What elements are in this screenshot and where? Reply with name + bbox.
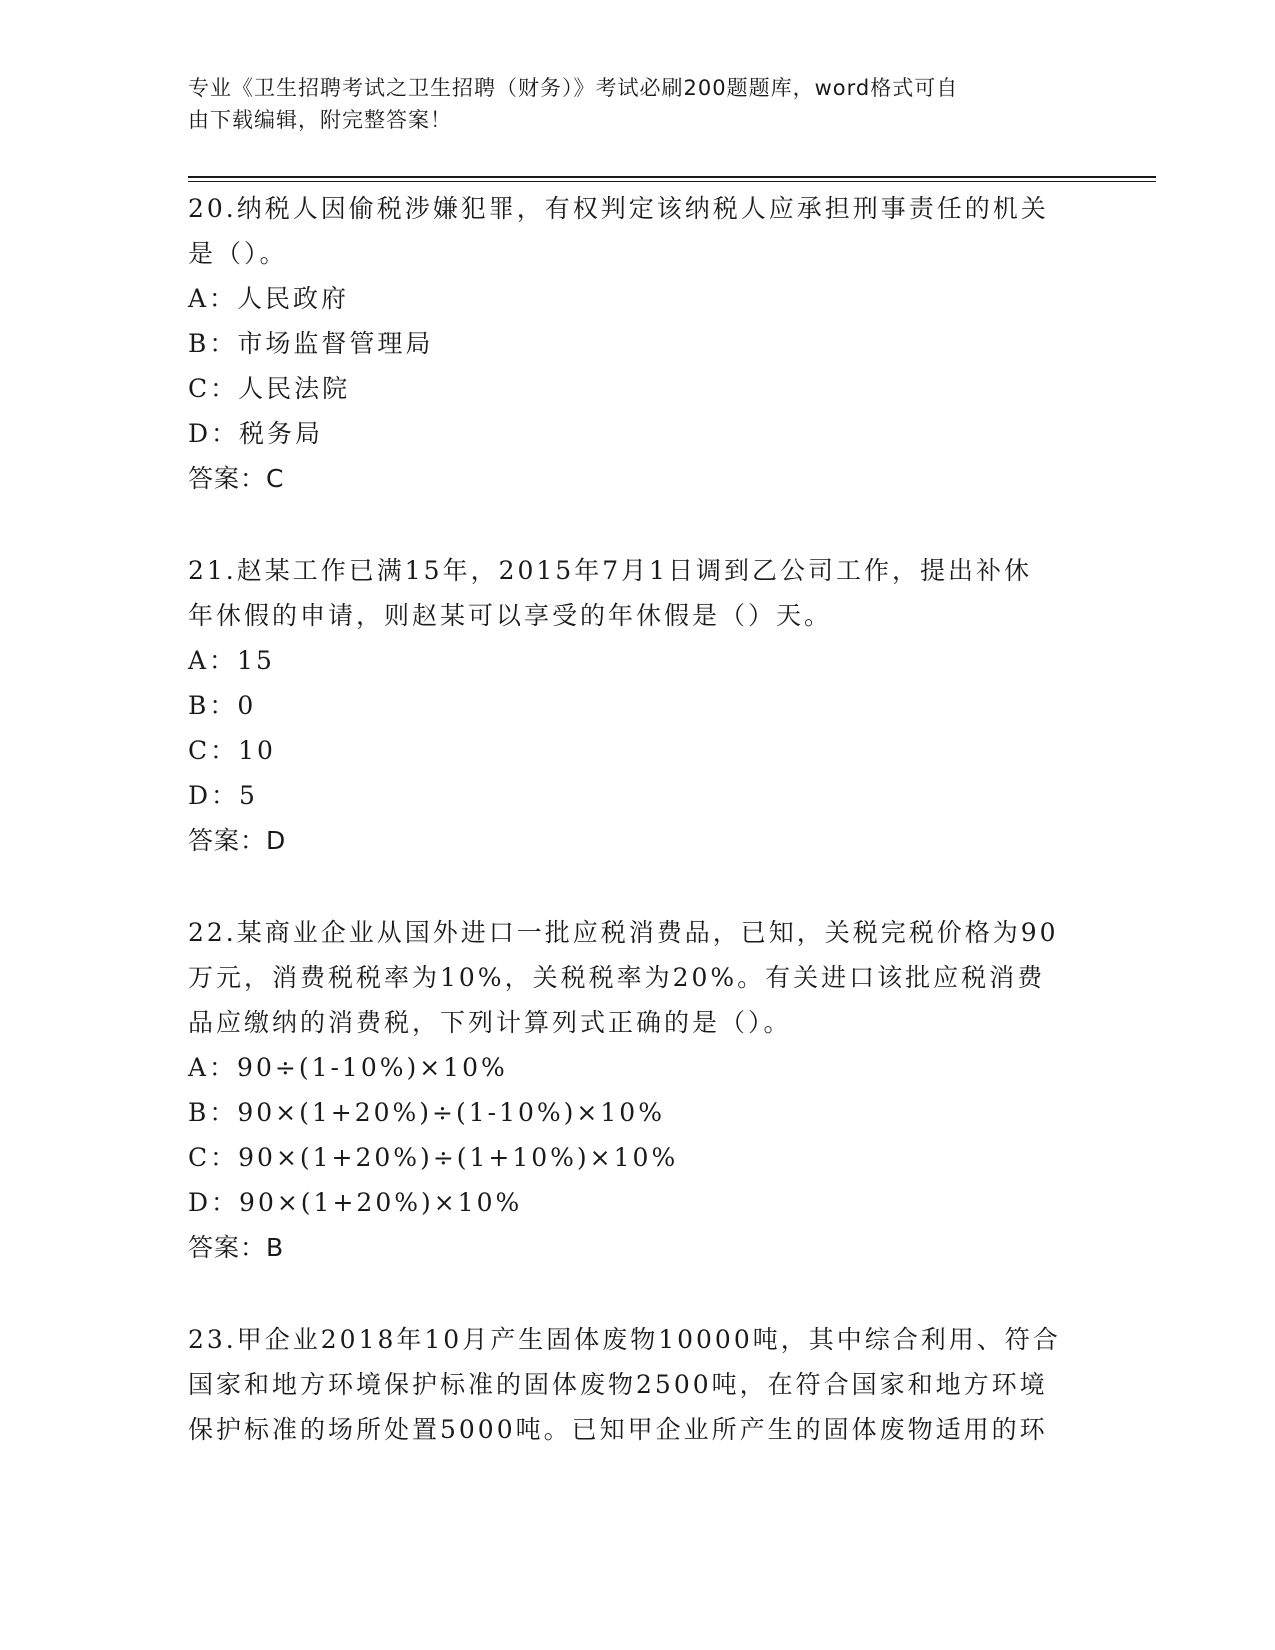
option-b: B：90×(1+20%)÷(1-10%)×10%	[188, 1098, 665, 1127]
answer-label: 答案：C	[188, 464, 285, 493]
option-c: C：人民法院	[188, 374, 351, 403]
option-b: B：0	[188, 691, 257, 720]
option-b: B：市场监督管理局	[188, 329, 434, 358]
option-d: D：税务局	[188, 419, 324, 448]
question-list	[188, 186, 1088, 1499]
question-23	[188, 1317, 1088, 1452]
option-d: D：90×(1+20%)×10%	[188, 1188, 523, 1217]
option-a: A：90÷(1-10%)×10%	[188, 1053, 508, 1082]
question-22	[188, 910, 1088, 1270]
question-stem-line: 国家和地方环境保护标准的固体废物2500吨，在符合国家和地方环境	[188, 1370, 1048, 1399]
question-21	[188, 548, 1088, 863]
question-stem-line: 23.甲企业2018年10月产生固体废物10000吨，其中综合利用、符合	[188, 1325, 1061, 1354]
answer-label: 答案：D	[188, 826, 287, 855]
question-stem-line: 保护标准的场所处置5000吨。已知甲企业所产生的固体废物适用的环	[188, 1415, 1048, 1444]
header-line-1: 专业《卫生招聘考试之卫生招聘（财务）》考试必刷200题题库，word格式可自	[188, 76, 959, 100]
option-c: C：90×(1+20%)÷(1+10%)×10%	[188, 1143, 679, 1172]
option-a: A：人民政府	[188, 284, 350, 313]
question-stem-line: 年休假的申请，则赵某可以享受的年休假是（）天。	[188, 601, 833, 630]
document-header	[188, 72, 1068, 136]
option-a: A：15	[188, 646, 275, 675]
question-stem-line: 21.赵某工作已满15年，2015年7月1日调到乙公司工作，提出补休	[188, 556, 1033, 585]
question-20	[188, 186, 1088, 501]
question-stem-line: 品应缴纳的消费税，下列计算列式正确的是（）。	[188, 1008, 792, 1037]
header-line-2: 由下载编辑，附完整答案！	[188, 108, 452, 132]
question-stem-line: 20.纳税人因偷税涉嫌犯罪，有权判定该纳税人应承担刑事责任的机关	[188, 194, 1049, 223]
question-stem-line: 万元，消费税税率为10%，关税税率为20%。有关进口该批应税消费	[188, 963, 1046, 992]
answer-label: 答案：B	[188, 1233, 285, 1262]
header-rule-thin	[188, 181, 1156, 182]
option-c: C：10	[188, 736, 276, 765]
option-d: D：5	[188, 781, 258, 810]
question-stem-line: 22.某商业企业从国外进口一批应税消费品，已知，关税完税价格为90	[188, 918, 1059, 947]
question-stem-line: 是（）。	[188, 239, 288, 268]
header-rule-thick	[188, 176, 1156, 178]
